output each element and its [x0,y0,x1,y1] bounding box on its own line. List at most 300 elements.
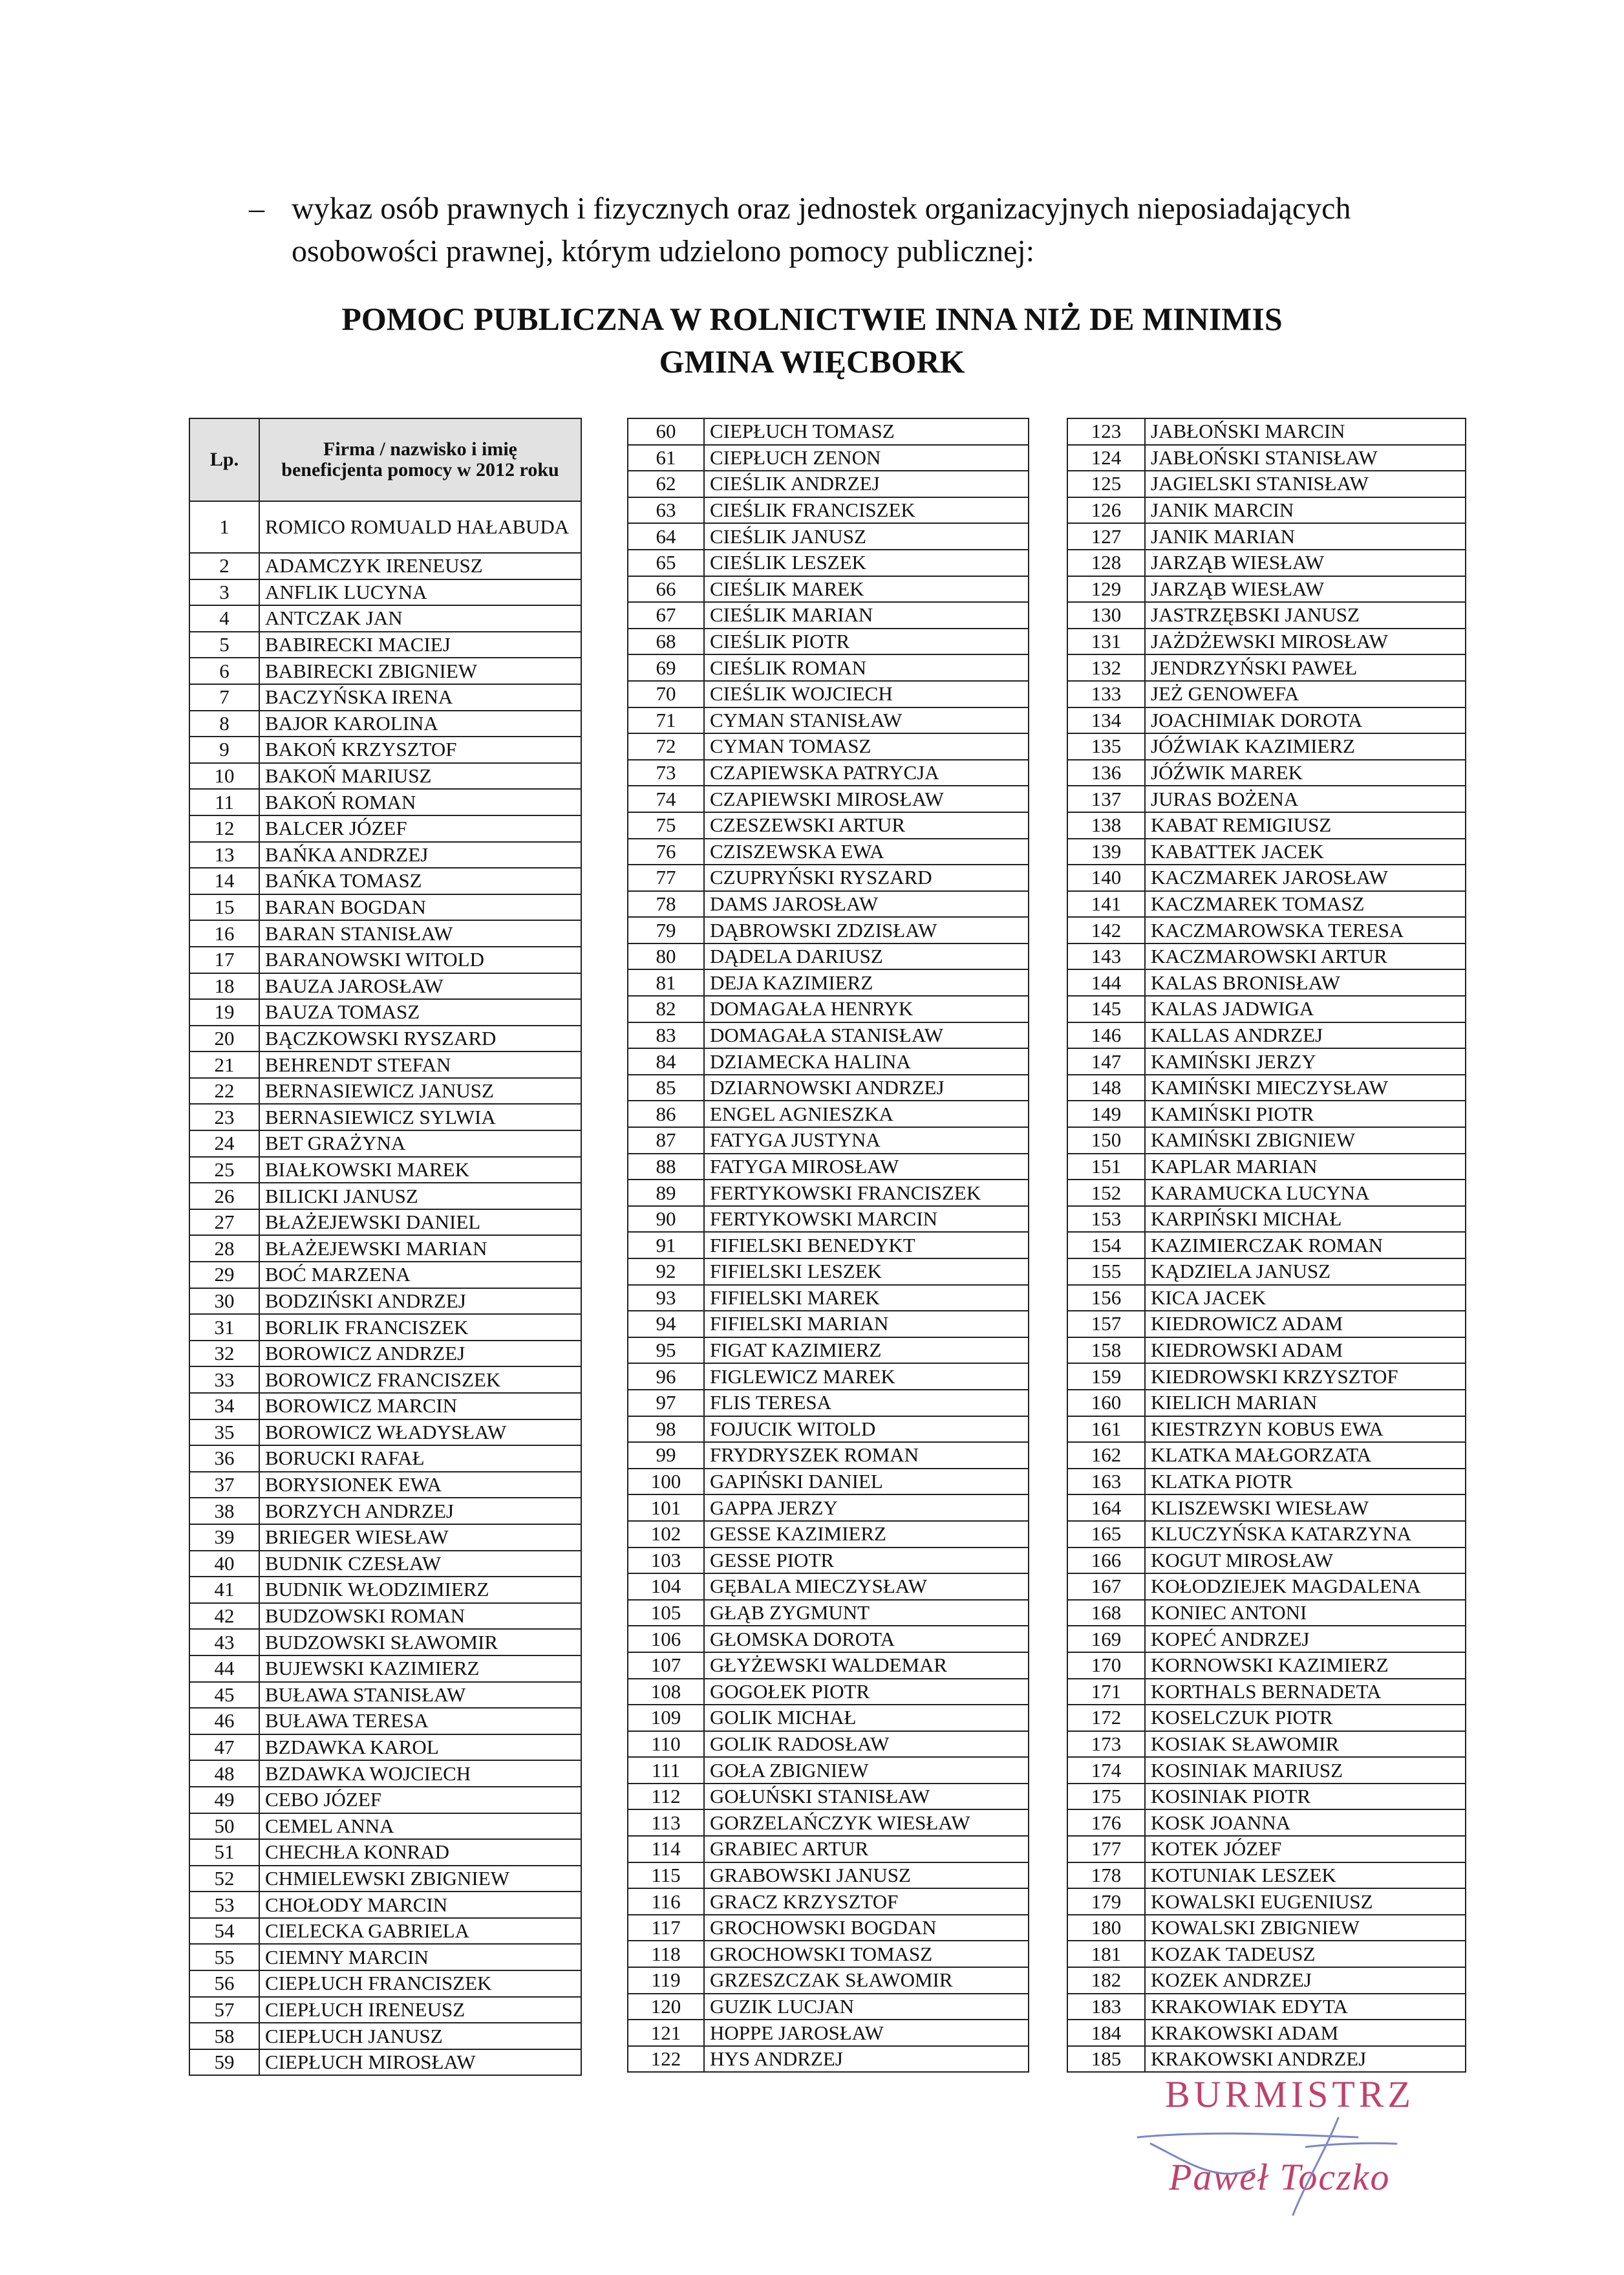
table-row [189,1288,581,1315]
row-number: 123 [1067,418,1145,445]
row-number: 131 [1067,629,1145,655]
beneficiary-name: CIEPŁUCH IRENEUSZ [259,1997,581,2023]
table-row [1067,418,1466,445]
table-row [628,839,1029,865]
row-number: 167 [1067,1573,1145,1600]
row-number: 104 [628,1573,704,1600]
table-row [189,1918,581,1945]
row-number: 106 [628,1626,704,1652]
beneficiary-name: JURAS BOŻENA [1145,786,1466,812]
row-number: 48 [189,1760,259,1787]
table-row [628,996,1029,1022]
row-number: 175 [1067,1784,1145,1810]
beneficiary-name: CIEŚLIK LESZEK [704,550,1029,576]
table-row [1067,839,1466,865]
beneficiary-name: KAMIŃSKI MIECZYSŁAW [1145,1075,1466,1101]
table-row [628,1390,1029,1416]
row-number: 184 [1067,2020,1145,2046]
beneficiary-name: BILICKI JANUSZ [259,1183,581,1209]
table-row [628,1337,1029,1364]
row-number: 15 [189,894,259,921]
beneficiary-name: JARZĄB WIESŁAW [1145,576,1466,603]
beneficiary-name: KAMIŃSKI PIOTR [1145,1101,1466,1127]
table-row [628,1757,1029,1784]
table-row [1067,812,1466,839]
beneficiary-name: CEBO JÓZEF [259,1787,581,1813]
row-number: 90 [628,1206,704,1233]
beneficiary-name: BOROWICZ MARCIN [259,1393,581,1419]
table-row [628,1311,1029,1337]
beneficiary-table-col-3 [1067,418,1466,2073]
table-row [1067,1285,1466,1311]
row-number: 178 [1067,1862,1145,1889]
row-number: 156 [1067,1285,1145,1311]
table-row [189,1078,581,1105]
row-number: 47 [189,1734,259,1761]
row-number: 115 [628,1862,704,1889]
row-number: 59 [189,2049,259,2076]
table-row [628,1679,1029,1705]
row-number: 75 [628,812,704,839]
table-row [1067,1127,1466,1154]
row-number: 2 [189,553,259,579]
row-number: 144 [1067,969,1145,996]
beneficiary-name: CIEŚLIK WOJCIECH [704,681,1029,707]
row-number: 153 [1067,1206,1145,1233]
row-number: 140 [1067,865,1145,891]
table-row [189,1997,581,2023]
row-number: 105 [628,1600,704,1626]
beneficiary-name: JENDRZYŃSKI PAWEŁ [1145,654,1466,681]
row-number: 25 [189,1157,259,1183]
beneficiary-name: CIEŚLIK PIOTR [704,629,1029,655]
beneficiary-name: JARZĄB WIESŁAW [1145,550,1466,576]
beneficiary-name: CIEŚLIK FRANCISZEK [704,497,1029,524]
row-number: 20 [189,1026,259,1052]
table-row [628,1048,1029,1075]
beneficiary-name: KALAS JADWIGA [1145,996,1466,1022]
row-number: 170 [1067,1652,1145,1679]
row-number: 143 [1067,943,1145,970]
beneficiary-name: CYMAN STANISŁAW [704,707,1029,734]
beneficiary-name: GUZIK LUCJAN [704,1994,1029,2020]
beneficiary-name: ROMICO ROMUALD HAŁABUDA [259,501,581,553]
row-number: 161 [1067,1416,1145,1443]
table-row [189,579,581,606]
row-number: 12 [189,815,259,842]
beneficiary-name: KLATKA PIOTR [1145,1469,1466,1495]
beneficiary-name: CHECHŁA KONRAD [259,1839,581,1866]
beneficiary-name: ENGEL AGNIESZKA [704,1101,1029,1127]
row-number: 40 [189,1551,259,1577]
row-number: 31 [189,1314,259,1341]
row-number: 103 [628,1547,704,1574]
table-row [189,1130,581,1157]
table-row [628,1258,1029,1285]
row-number: 99 [628,1442,704,1469]
row-number: 63 [628,497,704,524]
table-row [189,1366,581,1393]
table-row [189,920,581,947]
beneficiary-name: BZDAWKA KAROL [259,1734,581,1761]
row-number: 109 [628,1705,704,1731]
beneficiary-name: KOSK JOANNA [1145,1809,1466,1836]
table-row [1067,917,1466,943]
row-number: 42 [189,1603,259,1630]
row-number: 97 [628,1390,704,1416]
beneficiary-name: FATYGA JUSTYNA [704,1127,1029,1154]
row-number: 6 [189,658,259,684]
beneficiary-name: KOWALSKI EUGENIUSZ [1145,1888,1466,1915]
beneficiary-name: KACZMAROWSKA TERESA [1145,917,1466,943]
row-number: 89 [628,1180,704,1206]
table-row [1067,2020,1466,2046]
row-number: 129 [1067,576,1145,603]
row-number: 54 [189,1918,259,1945]
row-number: 96 [628,1363,704,1390]
table-row [189,658,581,684]
row-number: 53 [189,1892,259,1918]
beneficiary-name: KIELICH MARIAN [1145,1390,1466,1416]
table-row [1067,1521,1466,1547]
beneficiary-name: FRYDRYSZEK ROMAN [704,1442,1029,1469]
beneficiary-name: BUŁAWA TERESA [259,1708,581,1734]
beneficiary-name: BABIRECKI MACIEJ [259,632,581,658]
beneficiary-name: CIEŚLIK ANDRZEJ [704,471,1029,497]
beneficiary-name: KOZAK TADEUSZ [1145,1941,1466,1967]
beneficiary-name: BORLIK FRANCISZEK [259,1314,581,1341]
row-number: 168 [1067,1600,1145,1626]
table-row [189,1603,581,1630]
table-row [1067,1022,1466,1049]
beneficiary-name: KAZIMIERCZAK ROMAN [1145,1232,1466,1258]
beneficiary-name: JABŁOŃSKI STANISŁAW [1145,445,1466,471]
table-row [628,1862,1029,1889]
row-number: 44 [189,1655,259,1682]
beneficiary-name: DOMAGAŁA HENRYK [704,996,1029,1022]
row-number: 36 [189,1445,259,1472]
row-number: 21 [189,1051,259,1078]
row-number: 147 [1067,1048,1145,1075]
beneficiary-name: KRAKOWSKI ANDRZEJ [1145,2046,1466,2073]
beneficiary-name: BŁAŻEJEWSKI MARIAN [259,1235,581,1262]
table-row [1067,681,1466,707]
row-number: 137 [1067,786,1145,812]
beneficiary-name: JANIK MARIAN [1145,523,1466,550]
table-row [189,605,581,632]
beneficiary-name: FIGLEWICZ MAREK [704,1363,1029,1390]
table-row [189,1944,581,1970]
row-number: 74 [628,786,704,812]
beneficiary-name: KAMIŃSKI ZBIGNIEW [1145,1127,1466,1154]
table-row [189,789,581,815]
row-number: 14 [189,868,259,894]
row-number: 72 [628,733,704,760]
row-number: 91 [628,1232,704,1258]
table-row [628,1206,1029,1233]
row-number: 64 [628,523,704,550]
row-number: 73 [628,760,704,786]
row-number: 114 [628,1836,704,1862]
row-number: 132 [1067,654,1145,681]
beneficiary-name: CIEPŁUCH FRANCISZEK [259,1970,581,1997]
table-row [1067,2046,1466,2073]
row-number: 116 [628,1888,704,1915]
table-row [1067,786,1466,812]
beneficiary-name: CIEŚLIK MARIAN [704,602,1029,629]
table-row [1067,602,1466,629]
beneficiary-name: BIAŁKOWSKI MAREK [259,1157,581,1183]
table-row [1067,1547,1466,1574]
table-row [1067,969,1466,996]
table-row [189,1209,581,1236]
beneficiary-name: GRZESZCZAK SŁAWOMIR [704,1967,1029,1994]
row-number: 135 [1067,733,1145,760]
row-number: 101 [628,1494,704,1521]
row-number: 172 [1067,1705,1145,1731]
row-number: 182 [1067,1967,1145,1994]
beneficiary-name: CHMIELEWSKI ZBIGNIEW [259,1866,581,1892]
row-number: 173 [1067,1731,1145,1758]
beneficiary-name: BĄCZKOWSKI RYSZARD [259,1026,581,1052]
table-row [628,2020,1029,2046]
beneficiary-name: KAPLAR MARIAN [1145,1154,1466,1180]
table-row [189,999,581,1026]
row-number: 30 [189,1288,259,1315]
row-number: 121 [628,2020,704,2046]
table-row [189,1341,581,1367]
row-number: 50 [189,1813,259,1840]
beneficiary-name: CZAPIEWSKI MIROSŁAW [704,786,1029,812]
beneficiary-name: BOROWICZ FRANCISZEK [259,1366,581,1393]
row-number: 118 [628,1941,704,1967]
beneficiary-name: ADAMCZYK IRENEUSZ [259,553,581,579]
table-row [189,1839,581,1866]
row-number: 18 [189,973,259,1000]
row-number: 1 [189,501,259,553]
table-row [1067,629,1466,655]
table-row [1067,550,1466,576]
beneficiary-name: GŁĄB ZYGMUNT [704,1600,1029,1626]
table-row [628,1494,1029,1521]
row-number: 5 [189,632,259,658]
beneficiary-name: KOSINIAK PIOTR [1145,1784,1466,1810]
row-number: 79 [628,917,704,943]
table-row [628,812,1029,839]
table-row [628,1022,1029,1049]
table-row [1067,1600,1466,1626]
table-row [628,1232,1029,1258]
table-row [1067,865,1466,891]
row-number: 43 [189,1629,259,1655]
table-row [628,733,1029,760]
beneficiary-name: KOTEK JÓZEF [1145,1836,1466,1862]
beneficiary-name: FIFIELSKI BENEDYKT [704,1232,1029,1258]
row-number: 119 [628,1967,704,1994]
beneficiary-name: ANFLIK LUCYNA [259,579,581,606]
table-row [628,1521,1029,1547]
table-row [1067,1363,1466,1390]
beneficiary-name: FIFIELSKI MAREK [704,1285,1029,1311]
table-row [628,1994,1029,2020]
beneficiary-name: KOTUNIAK LESZEK [1145,1862,1466,1889]
table-row [628,1915,1029,1941]
beneficiary-name: CIEŚLIK JANUSZ [704,523,1029,550]
beneficiary-name: KORTHALS BERNADETA [1145,1679,1466,1705]
table-row [189,684,581,711]
beneficiary-name: CIEPŁUCH ZENON [704,445,1029,471]
table-row [1067,891,1466,918]
beneficiary-name: CYMAN TOMASZ [704,733,1029,760]
row-number: 157 [1067,1311,1145,1337]
table-row [628,2046,1029,2073]
row-number: 80 [628,943,704,970]
table-row [1067,1048,1466,1075]
beneficiary-name: DZIARNOWSKI ANDRZEJ [704,1075,1029,1101]
beneficiary-name: BOROWICZ WŁADYSŁAW [259,1419,581,1446]
table-row [628,1626,1029,1652]
table-row [1067,654,1466,681]
row-number: 98 [628,1416,704,1443]
row-number: 95 [628,1337,704,1364]
row-number: 146 [1067,1022,1145,1049]
beneficiary-name: BUDZOWSKI SŁAWOMIR [259,1629,581,1655]
row-number: 22 [189,1078,259,1105]
beneficiary-name: GRACZ KRZYSZTOF [704,1888,1029,1915]
table-row [189,1708,581,1734]
beneficiary-name: FATYGA MIROSŁAW [704,1154,1029,1180]
table-row [1067,1915,1466,1941]
table-row [189,1104,581,1130]
table-row [1067,497,1466,524]
table-row [628,1363,1029,1390]
table-row [628,576,1029,603]
table-row [189,1393,581,1419]
row-number: 78 [628,891,704,918]
table-row [628,471,1029,497]
table-row [628,1285,1029,1311]
table-row [628,602,1029,629]
beneficiary-name: GAPIŃSKI DANIEL [704,1469,1029,1495]
table-row [189,1183,581,1209]
row-number: 185 [1067,2046,1145,2073]
table-row [1067,1836,1466,1862]
table-row [1067,1679,1466,1705]
table-row [1067,1206,1466,1233]
beneficiary-name: DĄBROWSKI ZDZISŁAW [704,917,1029,943]
row-number: 163 [1067,1469,1145,1495]
table-row [189,1970,581,1997]
beneficiary-name: JABŁOŃSKI MARCIN [1145,418,1466,445]
row-number: 41 [189,1577,259,1603]
beneficiary-name: KRAKOWSKI ADAM [1145,2020,1466,2046]
beneficiary-name: BAUZA TOMASZ [259,999,581,1026]
table-row [628,1101,1029,1127]
table-row [189,1314,581,1341]
beneficiary-name: KACZMAREK JAROSŁAW [1145,865,1466,891]
row-number: 27 [189,1209,259,1236]
row-number: 150 [1067,1127,1145,1154]
table-row [628,1442,1029,1469]
beneficiary-name: CIELECKA GABRIELA [259,1918,581,1945]
row-number: 134 [1067,707,1145,734]
table-row [1067,1573,1466,1600]
row-number: 117 [628,1915,704,1941]
table-row [1067,1626,1466,1652]
row-number: 58 [189,2023,259,2049]
row-number: 35 [189,1419,259,1446]
beneficiary-table-col-1 [189,418,582,2076]
beneficiary-name: BAUZA JAROSŁAW [259,973,581,1000]
row-number: 51 [189,1839,259,1866]
table-row [189,763,581,790]
table-row [628,707,1029,734]
row-number: 100 [628,1469,704,1495]
page-subtitle: GMINA WIĘCBORK [659,343,965,380]
beneficiary-name: BALCER JÓZEF [259,815,581,842]
row-number: 149 [1067,1101,1145,1127]
beneficiary-name: BUJEWSKI KAZIMIERZ [259,1655,581,1682]
row-number: 183 [1067,1994,1145,2020]
row-number: 28 [189,1235,259,1262]
table-row [628,523,1029,550]
row-number: 87 [628,1127,704,1154]
beneficiary-name: GŁYŻEWSKI WALDEMAR [704,1652,1029,1679]
row-number: 151 [1067,1154,1145,1180]
table-row [628,1784,1029,1810]
beneficiary-name: ANTCZAK JAN [259,605,581,632]
table-row [189,2023,581,2049]
beneficiary-name: FIFIELSKI LESZEK [704,1258,1029,1285]
table-row [628,969,1029,996]
row-number: 127 [1067,523,1145,550]
beneficiary-table-col-2 [627,418,1029,2073]
table-row [1067,445,1466,471]
row-number: 174 [1067,1757,1145,1784]
beneficiary-name: JEŻ GENOWEFA [1145,681,1466,707]
beneficiary-name: KLATKA MAŁGORZATA [1145,1442,1466,1469]
row-number: 162 [1067,1442,1145,1469]
beneficiary-name: GORZELAŃCZYK WIESŁAW [704,1809,1029,1836]
beneficiary-name: BARAN BOGDAN [259,894,581,921]
beneficiary-name: CIEPŁUCH TOMASZ [704,418,1029,445]
table-row [1067,733,1466,760]
row-number: 38 [189,1498,259,1524]
row-number: 24 [189,1130,259,1157]
table-row [1067,707,1466,734]
beneficiary-name: JAGIELSKI STANISŁAW [1145,471,1466,497]
table-row [1067,1311,1466,1337]
row-number: 107 [628,1652,704,1679]
beneficiary-name: KARPIŃSKI MICHAŁ [1145,1206,1466,1233]
table-row [189,1787,581,1813]
table-row [1067,1494,1466,1521]
beneficiary-name: CIEPŁUCH JANUSZ [259,2023,581,2049]
table-row [189,1866,581,1892]
table-row [189,947,581,973]
table-row [189,1682,581,1709]
beneficiary-name: BEHRENDT STEFAN [259,1051,581,1078]
row-number: 17 [189,947,259,973]
table-row [189,2049,581,2076]
mayor-stamp [1112,2073,1448,2228]
table-row [189,1892,581,1918]
table-row [189,632,581,658]
table-row [628,1075,1029,1101]
beneficiary-name: KOZEK ANDRZEJ [1145,1967,1466,1994]
beneficiary-name: KIEDROWICZ ADAM [1145,1311,1466,1337]
table-row [189,1419,581,1446]
